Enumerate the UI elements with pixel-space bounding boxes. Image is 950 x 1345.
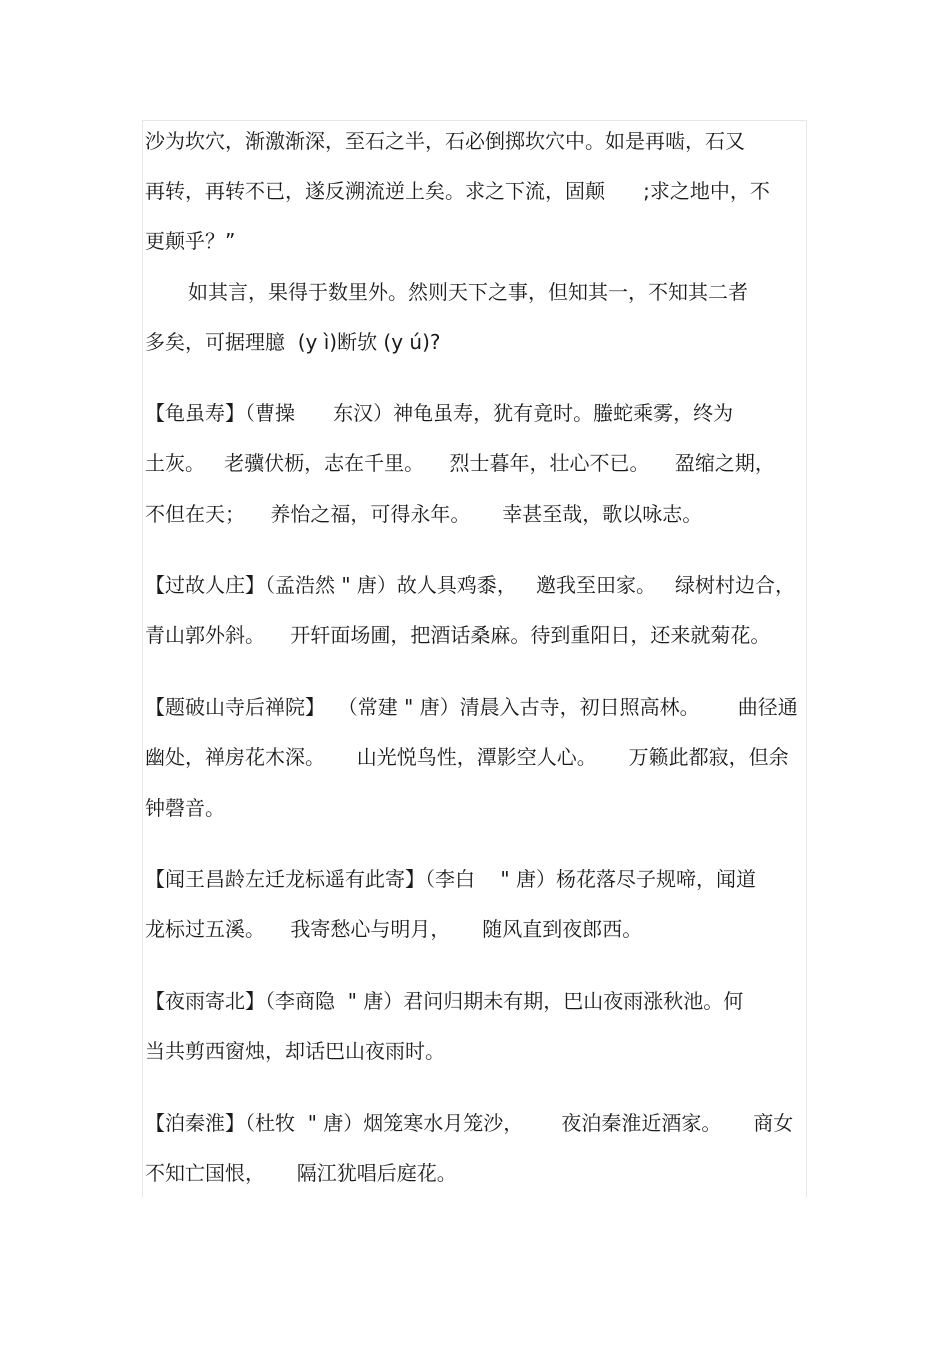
text-line: 当共剪西窗烛，却话巴山夜雨时。	[145, 1039, 445, 1063]
poem-title-line: 【龟虽寿】（曹操 东汉）神龟虽寿，犹有竟时。螣蛇乘雾，终为	[145, 401, 734, 425]
poem-title-line: 【题破山寺后禅院】 （常建 " 唐）清晨入古寺，初日照高林。 曲径通	[145, 695, 798, 719]
text-line: 再转，再转不已，遂反溯流逆上矣。求之下流，固颠 ;求之地中，不	[145, 179, 770, 203]
poem-title-line: 【过故人庄】（孟浩然 " 唐）故人具鸡黍， 邀我至田家。 绿树村边合，	[145, 573, 796, 597]
poem-title-line: 【泊秦淮】（杜牧 " 唐）烟笼寒水月笼沙， 夜泊秦淮近酒家。 商女	[145, 1111, 794, 1135]
text-line: 幽处，禅房花木深。 山光悦鸟性，潭影空人心。 万籁此都寂，但余	[145, 745, 789, 769]
text-line: 如其言，果得于数里外。然则天下之事，但知其一，不知其二者	[188, 280, 748, 304]
text-line: 不知亡国恨， 隔江犹唱后庭花。	[145, 1161, 457, 1185]
text-line: 多矣，可据理臆 (y ì)断欤 (y ú)?	[145, 330, 441, 354]
text-line: 沙为坎穴，渐激渐深，至石之半，石必倒掷坎穴中。如是再啮，石又	[145, 129, 745, 153]
poem-title-line: 【夜雨寄北】（李商隐 " 唐）君问归期未有期，巴山夜雨涨秋池。何	[145, 989, 744, 1013]
text-line: 青山郭外斜。 开轩面场圃，把酒话桑麻。待到重阳日，还来就菊花。	[145, 623, 771, 647]
text-line: 不但在天； 养怡之福，可得永年。 幸甚至哉，歌以咏志。	[145, 502, 703, 526]
text-line: 龙标过五溪。 我寄愁心与明月， 随风直到夜郎西。	[145, 917, 643, 941]
text-line: 钟磬音。	[145, 796, 225, 820]
text-line: 土灰。 老骥伏枥，志在千里。 烈士暮年，壮心不已。 盈缩之期，	[145, 451, 775, 475]
text-line: 更颠乎？”	[145, 229, 236, 253]
poem-title-line: 【闻王昌龄左迁龙标遥有此寄】（李白 " 唐）杨花落尽子规啼，闻道	[145, 867, 756, 891]
